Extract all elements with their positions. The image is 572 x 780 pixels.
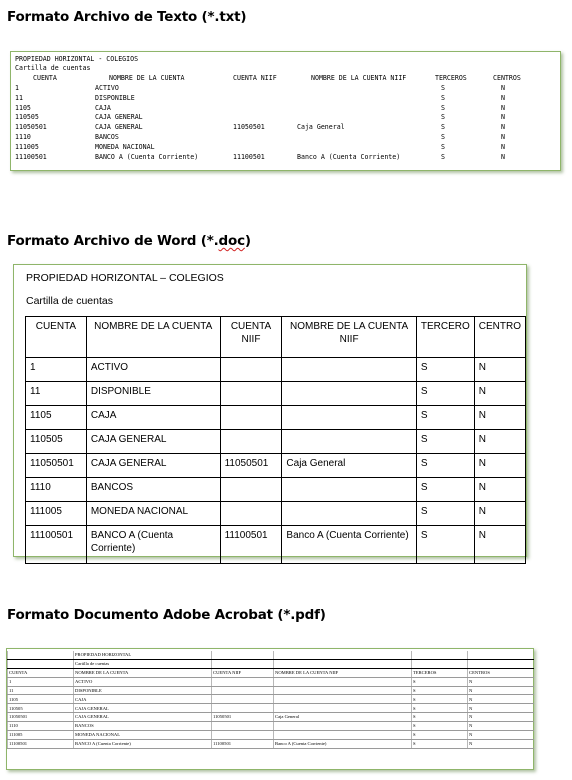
txt-row [15, 153, 555, 163]
pdf-cell-centros: N [468, 739, 534, 748]
pdf-cell-cuenta-niif [212, 686, 274, 695]
pdf-header-cuenta-niif: CUENTA NIIF [212, 668, 274, 677]
heading-txt-format: Formato Archivo de Texto (*.txt) [7, 9, 247, 25]
pdf-cell-terceros: S [412, 704, 468, 713]
pdf-cell-terceros: S [412, 695, 468, 704]
doc-cell-cuenta-niif [220, 502, 282, 526]
txt-cell-cuenta: 11050501 [15, 123, 47, 132]
pdf-format-preview [6, 648, 534, 770]
txt-cell-nombre-niif: Banco A (Cuenta Corriente) [297, 152, 401, 161]
txt-header-cuenta: CUENTA [33, 74, 57, 82]
pdf-cell-nombre-niif [274, 677, 412, 686]
doc-cell-nombre-niif [282, 382, 416, 406]
pdf-table-row [8, 695, 534, 704]
txt-cell-centros: N [501, 142, 505, 151]
heading-doc-format [7, 233, 251, 249]
pdf-cell-centros: N [468, 686, 534, 695]
pdf-cell-centros: N [468, 731, 534, 740]
pdf-header-cuenta: CUENTA [8, 668, 74, 677]
pdf-cell-nombre-niif [274, 686, 412, 695]
pdf-cell-cuenta-niif [212, 677, 274, 686]
pdf-cell-cuenta-niif: 11100501 [212, 739, 274, 748]
doc-table-row [26, 406, 526, 430]
txt-cell-nombre: ACTIVO [95, 84, 119, 92]
pdf-title: PROPIEDAD HORIZONTAL [74, 651, 212, 659]
pdf-header-centros: CENTROS [468, 668, 534, 677]
txt-cell-centros: N [501, 113, 505, 122]
txt-row [15, 113, 555, 123]
doc-table-row [26, 358, 526, 382]
pdf-table-row [8, 722, 534, 731]
pdf-cell-centros: N [468, 713, 534, 722]
pdf-table [7, 651, 534, 749]
doc-cell-cuenta-niif [220, 382, 282, 406]
pdf-table-row [8, 731, 534, 740]
pdf-cell-nombre: DISPONIBLE [74, 686, 212, 695]
pdf-cell-terceros: S [412, 731, 468, 740]
heading-doc-prefix: Formato Archivo de Word (*. [7, 233, 219, 249]
pdf-cell-cuenta-niif: 11050501 [212, 713, 274, 722]
doc-cell-nombre-niif: Banco A (Cuenta Corriente) [282, 526, 416, 564]
txt-cell-nombre: CAJA [95, 103, 111, 112]
txt-cell-terceros: S [441, 152, 445, 161]
doc-header-cuenta: CUENTA [26, 317, 87, 358]
pdf-cell-nombre: CAJA [74, 695, 212, 704]
doc-cell-nombre: BANCOS [86, 478, 220, 502]
txt-cell-terceros: S [441, 142, 445, 151]
heading-doc-suffix: ) [244, 233, 251, 249]
doc-table-row [26, 526, 526, 564]
txt-header-terceros: TERCEROS [435, 74, 467, 82]
pdf-table-row [8, 704, 534, 713]
txt-cell-centros: N [501, 103, 505, 112]
pdf-header-nombre: NOMBRE DE LA CUENTA [74, 668, 212, 677]
doc-cell-cuenta: 110505 [26, 430, 87, 454]
doc-cell-terceros: S [416, 454, 474, 478]
doc-cell-nombre: CAJA GENERAL [86, 454, 220, 478]
pdf-header-terceros: TERCEROS [412, 668, 468, 677]
doc-header-tercero: TERCERO [416, 317, 474, 358]
doc-header-nombre: NOMBRE DE LA CUENTA [86, 317, 220, 358]
txt-cell-cuenta: 11 [15, 93, 23, 102]
txt-cell-cuenta: 1 [15, 84, 19, 92]
doc-cell-terceros: S [416, 358, 474, 382]
txt-header-centros: CENTROS [493, 74, 521, 82]
doc-cell-terceros: S [416, 382, 474, 406]
doc-cell-centros: N [474, 382, 525, 406]
doc-cell-cuenta-niif [220, 358, 282, 382]
txt-row [15, 84, 555, 94]
doc-cell-centros: N [474, 526, 525, 564]
txt-header-nombre: NOMBRE DE LA CUENTA [109, 74, 185, 82]
doc-cell-nombre-niif [282, 478, 416, 502]
doc-header-row [26, 317, 526, 358]
txt-cell-nombre: CAJA GENERAL [95, 123, 143, 132]
doc-cell-cuenta: 111005 [26, 502, 87, 526]
pdf-subtitle-row [8, 659, 534, 668]
pdf-header-row [8, 668, 534, 677]
doc-header-centro: CENTRO [474, 317, 525, 358]
doc-header-nombre-niif: NOMBRE DE LA CUENTA NIIF [282, 317, 416, 358]
doc-cell-cuenta: 1 [26, 358, 87, 382]
txt-cell-cuenta: 1105 [15, 103, 31, 112]
txt-cell-terceros: S [441, 84, 445, 92]
pdf-cell-cuenta-niif [212, 704, 274, 713]
pdf-cell-cuenta: 110505 [8, 704, 74, 713]
doc-cell-nombre: BANCO A (Cuenta Corriente) [86, 526, 220, 564]
txt-cell-nombre: BANCO A (Cuenta Corriente) [95, 152, 199, 161]
doc-cell-centros: N [474, 406, 525, 430]
pdf-cell-nombre: BANCOS [74, 722, 212, 731]
txt-row [15, 104, 555, 114]
doc-cell-nombre: MONEDA NACIONAL [86, 502, 220, 526]
doc-cell-nombre-niif [282, 502, 416, 526]
doc-table-row [26, 502, 526, 526]
pdf-cell-cuenta-niif [212, 731, 274, 740]
pdf-cell-nombre-niif [274, 695, 412, 704]
txt-cell-cuenta: 110505 [15, 113, 39, 122]
txt-header-cuenta-niif: CUENTA NIIF [233, 74, 277, 82]
pdf-cell-terceros: S [412, 677, 468, 686]
doc-subtitle: Cartilla de cuentas [26, 295, 113, 307]
doc-cell-cuenta-niif [220, 430, 282, 454]
pdf-cell-nombre: ACTIVO [74, 677, 212, 686]
pdf-cell-terceros: S [412, 739, 468, 748]
doc-cell-nombre: DISPONIBLE [86, 382, 220, 406]
pdf-table-row [8, 677, 534, 686]
pdf-cell-nombre-niif [274, 704, 412, 713]
pdf-cell-nombre-niif [274, 731, 412, 740]
pdf-table-row [8, 739, 534, 748]
pdf-cell-centros: N [468, 695, 534, 704]
pdf-cell-cuenta: 1 [8, 677, 74, 686]
doc-cell-nombre-niif [282, 430, 416, 454]
doc-cell-cuenta: 11100501 [26, 526, 87, 564]
pdf-title-row [8, 651, 534, 659]
txt-cell-nombre: CAJA GENERAL [95, 113, 143, 122]
doc-cell-cuenta-niif [220, 406, 282, 430]
heading-doc-extension: doc [218, 233, 245, 249]
pdf-cell-nombre-niif: Caja General [274, 713, 412, 722]
txt-cell-cuenta-niif: 11100501 [233, 152, 265, 161]
txt-cell-nombre-niif: Caja General [297, 123, 345, 132]
doc-table-row [26, 478, 526, 502]
doc-cell-nombre-niif: Caja General [282, 454, 416, 478]
txt-cell-cuenta: 111005 [15, 142, 39, 151]
txt-cell-terceros: S [441, 113, 445, 122]
pdf-cell-centros: N [468, 677, 534, 686]
txt-format-preview [10, 51, 561, 171]
pdf-cell-nombre-niif: Banco A (Cuenta Corriente) [274, 739, 412, 748]
doc-cell-nombre-niif [282, 358, 416, 382]
txt-cell-centros: N [501, 84, 505, 92]
txt-cell-nombre: DISPONIBLE [95, 93, 135, 102]
doc-cell-cuenta-niif: 11100501 [220, 526, 282, 564]
txt-cell-nombre: BANCOS [95, 133, 119, 141]
doc-title: PROPIEDAD HORIZONTAL – COLEGIOS [26, 272, 224, 284]
doc-cell-cuenta: 1110 [26, 478, 87, 502]
txt-header-nombre-niif: NOMBRE DE LA CUENTA NIIF [311, 74, 407, 82]
pdf-cell-cuenta-niif [212, 722, 274, 731]
txt-row [15, 123, 555, 133]
pdf-cell-nombre: CAJA GENERAL [74, 704, 212, 713]
pdf-cell-cuenta: 11050501 [8, 713, 74, 722]
doc-cell-cuenta: 11 [26, 382, 87, 406]
pdf-cell-nombre: BANCO A (Cuenta Corriente) [74, 739, 212, 748]
doc-cell-terceros: S [416, 526, 474, 564]
txt-row [15, 133, 555, 143]
pdf-cell-centros: N [468, 722, 534, 731]
txt-title: PROPIEDAD HORIZONTAL - COLEGIOS [15, 55, 139, 63]
txt-cell-centros: N [501, 152, 505, 161]
pdf-cell-cuenta: 111005 [8, 731, 74, 740]
txt-header-row [15, 74, 555, 84]
doc-cell-centros: N [474, 454, 525, 478]
doc-cell-nombre: CAJA GENERAL [86, 430, 220, 454]
doc-cell-cuenta-niif: 11050501 [220, 454, 282, 478]
pdf-subtitle: Cartilla de cuentas [74, 659, 212, 668]
doc-cell-centros: N [474, 478, 525, 502]
doc-table-row [26, 454, 526, 478]
txt-row [15, 94, 555, 104]
pdf-cell-centros: N [468, 704, 534, 713]
doc-cell-nombre-niif [282, 406, 416, 430]
txt-cell-terceros: S [441, 133, 445, 141]
pdf-header-nombre-niif: NOMBRE DE LA CUENTA NIIF [274, 668, 412, 677]
txt-cell-nombre: MONEDA NACIONAL [95, 142, 155, 151]
txt-cell-terceros: S [441, 123, 445, 132]
txt-cell-cuenta-niif: 11050501 [233, 123, 265, 132]
doc-cell-cuenta: 1105 [26, 406, 87, 430]
doc-cell-terceros: S [416, 478, 474, 502]
pdf-cell-nombre: CAJA GENERAL [74, 713, 212, 722]
doc-cell-terceros: S [416, 502, 474, 526]
doc-table-row [26, 382, 526, 406]
doc-cell-nombre: CAJA [86, 406, 220, 430]
pdf-cell-terceros: S [412, 722, 468, 731]
txt-cell-terceros: S [441, 103, 445, 112]
pdf-cell-cuenta: 11100501 [8, 739, 74, 748]
txt-cell-cuenta: 11100501 [15, 152, 47, 161]
pdf-cell-terceros: S [412, 686, 468, 695]
pdf-cell-terceros: S [412, 713, 468, 722]
pdf-cell-cuenta: 1110 [8, 722, 74, 731]
doc-format-preview [13, 264, 527, 557]
pdf-cell-nombre: MONEDA NACIONAL [74, 731, 212, 740]
doc-cell-cuenta-niif [220, 478, 282, 502]
txt-cell-cuenta: 1110 [15, 133, 31, 141]
txt-subtitle: Cartilla de cuentas [15, 64, 91, 72]
pdf-cell-cuenta-niif [212, 695, 274, 704]
pdf-cell-cuenta: 1105 [8, 695, 74, 704]
txt-cell-centros: N [501, 133, 505, 141]
pdf-table-row [8, 713, 534, 722]
doc-cell-centros: N [474, 502, 525, 526]
heading-pdf-format: Formato Documento Adobe Acrobat (*.pdf) [7, 607, 326, 623]
pdf-cell-cuenta: 11 [8, 686, 74, 695]
txt-cell-centros: N [501, 123, 505, 132]
doc-cell-cuenta: 11050501 [26, 454, 87, 478]
doc-table [25, 316, 526, 564]
doc-header-cuenta-niif: CUENTA NIIF [220, 317, 282, 358]
doc-table-row [26, 430, 526, 454]
txt-row [15, 143, 555, 153]
doc-cell-terceros: S [416, 430, 474, 454]
txt-cell-centros: N [501, 93, 505, 102]
doc-cell-centros: N [474, 430, 525, 454]
doc-cell-centros: N [474, 358, 525, 382]
txt-cell-terceros: S [441, 93, 445, 102]
pdf-cell-nombre-niif [274, 722, 412, 731]
doc-cell-nombre: ACTIVO [86, 358, 220, 382]
pdf-table-row [8, 686, 534, 695]
doc-cell-terceros: S [416, 406, 474, 430]
